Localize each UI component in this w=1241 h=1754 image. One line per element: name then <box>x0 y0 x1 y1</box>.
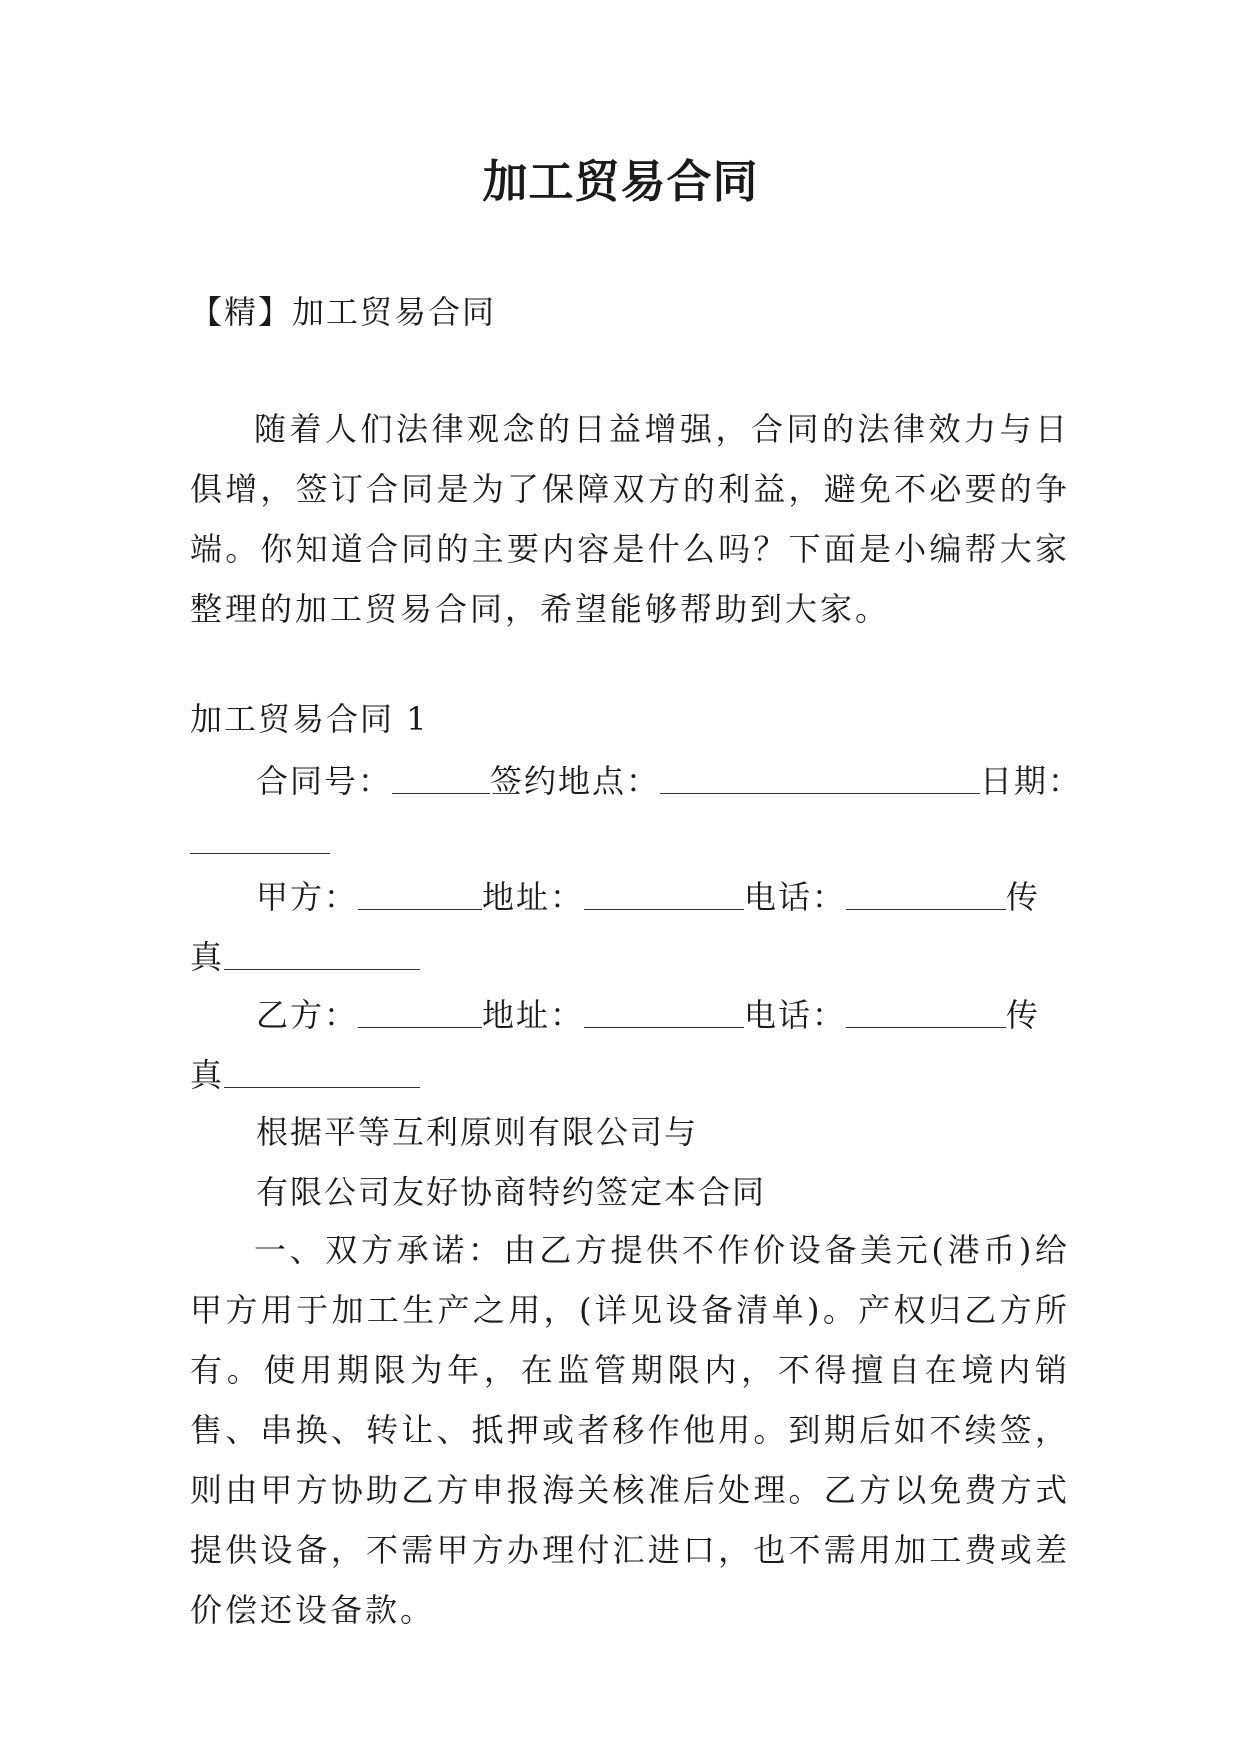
party-b-row <box>190 985 1070 1105</box>
party-a-fax-blank <box>224 939 420 970</box>
intro-paragraph <box>190 399 1070 639</box>
party-a-label: 甲方： <box>256 878 359 916</box>
date-blank <box>190 829 330 854</box>
basis-line-2: 有限公司友好协商特约签定本合同 <box>256 1173 767 1211</box>
section-heading: 加工贸易合同 1 <box>190 700 429 738</box>
party-b-label: 乙方： <box>256 996 359 1034</box>
party-a-fax-label-1: 传 <box>1006 878 1041 916</box>
party-a-name-blank <box>358 879 482 910</box>
party-b-phone-blank <box>846 997 1006 1028</box>
party-a-fax-label-2: 真 <box>190 938 225 976</box>
document-subtitle: 【精】加工贸易合同 <box>190 293 497 331</box>
party-b-phone-label: 电话： <box>744 996 847 1034</box>
article-1-paragraph <box>190 1220 1070 1640</box>
party-b-fax-label-1: 传 <box>1006 996 1041 1034</box>
article-1-text: 一、双方承诺：由乙方提供不作价设备美元(港币)给甲方用于加工生产之用，(详见设备清单)。产权归乙方所有。使用期限为年，在监管期限内，不得擅自在境内销售、串换、转让、抵押或者移作他用。到期后如不续签，则由甲方协助乙方申报海关核准后处理。乙方以免费方式提供设备，不需甲方办理付汇进口，也不需用加工费或差价偿还设备款。 <box>190 1231 1070 1629</box>
basis-line-1: 根据平等互利原则有限公司与 <box>256 1113 699 1151</box>
intro-text: 随着人们法律观念的日益增强，合同的法律效力与日俱增，签订合同是为了保障双方的利益，避免不必要的争端。你知道合同的主要内容是什么吗？下面是小编帮大家整理的加工贸易合同，希望能够帮助到大家。 <box>190 410 1070 628</box>
party-b-name-blank <box>358 997 482 1028</box>
signing-place-blank <box>660 763 980 794</box>
party-a-address-label: 地址： <box>482 878 585 916</box>
contract-no-label: 合同号： <box>256 762 393 800</box>
contract-basis <box>190 1102 1070 1222</box>
document-title: 加工贸易合同 <box>482 155 759 208</box>
party-b-fax-blank <box>224 1057 420 1088</box>
party-a-address-blank <box>584 879 744 910</box>
contract-no-blank <box>392 763 490 794</box>
party-a-phone-blank <box>846 879 1006 910</box>
party-a-row <box>190 867 1070 987</box>
party-a-phone-label: 电话： <box>744 878 847 916</box>
party-b-fax-label-2: 真 <box>190 1056 225 1094</box>
contract-info-row <box>190 751 1083 871</box>
date-label: 日期： <box>980 762 1083 800</box>
party-b-address-label: 地址： <box>482 996 585 1034</box>
signing-place-label: 签约地点： <box>490 762 661 800</box>
party-b-address-blank <box>584 997 744 1028</box>
